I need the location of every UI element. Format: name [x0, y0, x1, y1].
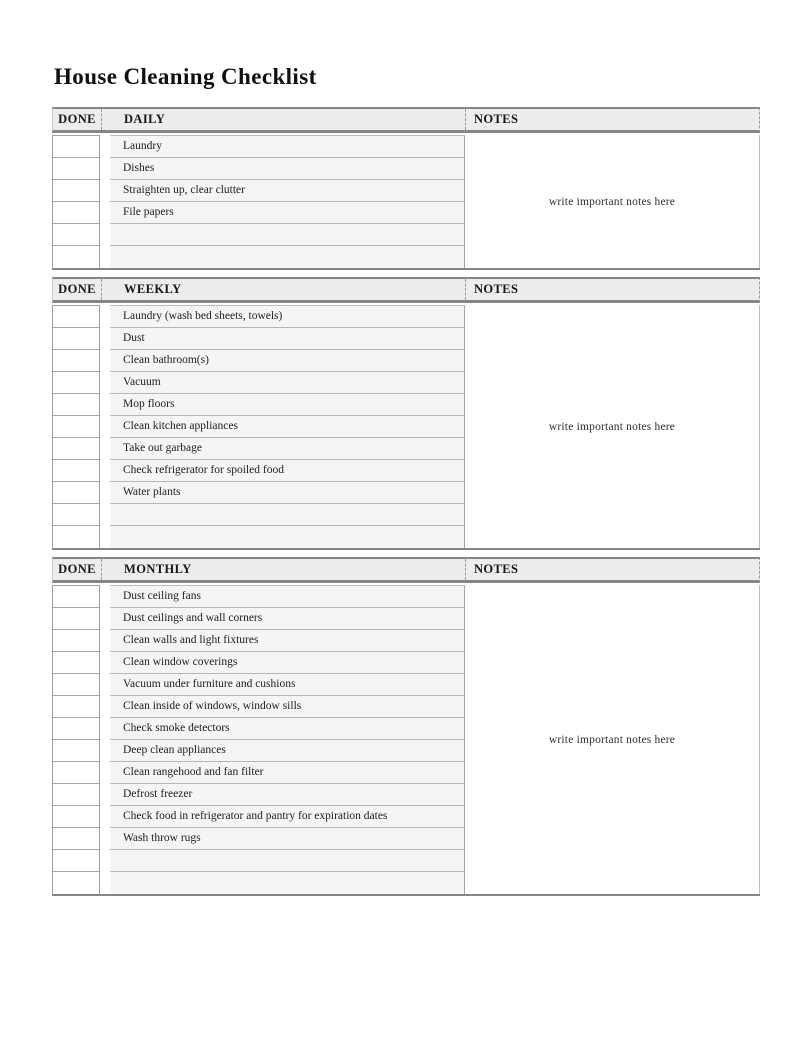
empty-task-cell[interactable] — [110, 872, 464, 894]
page-title: House Cleaning Checklist — [54, 64, 317, 89]
section-daily — [52, 107, 760, 270]
task-cell: Check food in refrigerator and pantry for expiration dates — [110, 806, 464, 828]
column-gap — [100, 585, 110, 894]
done-column-header: DONE — [58, 562, 96, 576]
notes-placeholder: write important notes here — [548, 733, 676, 746]
section-title: WEEKLY — [101, 279, 465, 300]
task-column — [110, 585, 465, 894]
done-checkbox-cell[interactable] — [53, 136, 99, 158]
task-cell: Deep clean appliances — [110, 740, 464, 762]
done-column — [52, 135, 100, 268]
done-checkbox-cell[interactable] — [53, 504, 99, 526]
task-cell: Clean rangehood and fan filter — [110, 762, 464, 784]
done-checkbox-cell[interactable] — [53, 784, 99, 806]
done-checkbox-cell[interactable] — [53, 526, 99, 548]
section-title: MONTHLY — [101, 559, 465, 580]
task-cell: Laundry — [110, 136, 464, 158]
task-cell: File papers — [110, 202, 464, 224]
done-column — [52, 305, 100, 548]
task-cell: Check refrigerator for spoiled food — [110, 460, 464, 482]
notes-placeholder: write important notes here — [548, 420, 676, 433]
empty-task-cell[interactable] — [110, 850, 464, 872]
notes-column-header: NOTES — [465, 109, 759, 130]
task-cell: Dust ceilings and wall corners — [110, 608, 464, 630]
notes-column-header: NOTES — [465, 559, 759, 580]
column-gap — [100, 305, 110, 548]
section-body — [52, 135, 760, 270]
task-cell: Vacuum under furniture and cushions — [110, 674, 464, 696]
empty-task-cell[interactable] — [110, 224, 464, 246]
notes-placeholder: write important notes here — [548, 195, 676, 208]
column-gap — [100, 135, 110, 268]
task-cell: Take out garbage — [110, 438, 464, 460]
done-checkbox-cell[interactable] — [53, 224, 99, 246]
done-checkbox-cell[interactable] — [53, 202, 99, 224]
task-cell: Clean bathroom(s) — [110, 350, 464, 372]
section-monthly — [52, 557, 760, 896]
section-body — [52, 585, 760, 896]
done-checkbox-cell[interactable] — [53, 828, 99, 850]
notes-cell[interactable] — [465, 305, 760, 548]
checklist-sections — [52, 107, 760, 896]
empty-task-cell[interactable] — [110, 246, 464, 268]
task-cell: Defrost freezer — [110, 784, 464, 806]
done-checkbox-cell[interactable] — [53, 652, 99, 674]
done-checkbox-cell[interactable] — [53, 180, 99, 202]
task-cell: Vacuum — [110, 372, 464, 394]
task-cell: Clean kitchen appliances — [110, 416, 464, 438]
done-checkbox-cell[interactable] — [53, 696, 99, 718]
done-checkbox-cell[interactable] — [53, 740, 99, 762]
done-checkbox-cell[interactable] — [53, 718, 99, 740]
done-checkbox-cell[interactable] — [53, 872, 99, 894]
section-header-row — [52, 277, 760, 303]
done-checkbox-cell[interactable] — [53, 806, 99, 828]
task-cell: Straighten up, clear clutter — [110, 180, 464, 202]
task-cell: Check smoke detectors — [110, 718, 464, 740]
task-column — [110, 305, 465, 548]
task-cell: Dust — [110, 328, 464, 350]
section-header-row — [52, 107, 760, 133]
done-checkbox-cell[interactable] — [53, 460, 99, 482]
empty-task-cell[interactable] — [110, 504, 464, 526]
notes-cell[interactable] — [465, 585, 760, 894]
done-checkbox-cell[interactable] — [53, 350, 99, 372]
done-checkbox-cell[interactable] — [53, 372, 99, 394]
done-checkbox-cell[interactable] — [53, 306, 99, 328]
done-checkbox-cell[interactable] — [53, 416, 99, 438]
done-column-header: DONE — [58, 112, 96, 126]
done-checkbox-cell[interactable] — [53, 674, 99, 696]
done-checkbox-cell[interactable] — [53, 762, 99, 784]
task-cell: Clean inside of windows, window sills — [110, 696, 464, 718]
section-header-row — [52, 557, 760, 583]
done-checkbox-cell[interactable] — [53, 482, 99, 504]
task-cell: Clean window coverings — [110, 652, 464, 674]
done-column — [52, 585, 100, 894]
done-checkbox-cell[interactable] — [53, 850, 99, 872]
done-checkbox-cell[interactable] — [53, 438, 99, 460]
task-cell: Dust ceiling fans — [110, 586, 464, 608]
task-cell: Water plants — [110, 482, 464, 504]
task-cell: Wash throw rugs — [110, 828, 464, 850]
done-checkbox-cell[interactable] — [53, 158, 99, 180]
section-weekly — [52, 277, 760, 550]
task-cell: Laundry (wash bed sheets, towels) — [110, 306, 464, 328]
task-column — [110, 135, 465, 268]
task-cell: Clean walls and light fixtures — [110, 630, 464, 652]
done-column-header: DONE — [58, 282, 96, 296]
section-body — [52, 305, 760, 550]
section-title: DAILY — [101, 109, 465, 130]
done-checkbox-cell[interactable] — [53, 328, 99, 350]
task-cell: Mop floors — [110, 394, 464, 416]
done-checkbox-cell[interactable] — [53, 246, 99, 268]
done-checkbox-cell[interactable] — [53, 608, 99, 630]
notes-cell[interactable] — [465, 135, 760, 268]
notes-column-header: NOTES — [465, 279, 759, 300]
done-checkbox-cell[interactable] — [53, 394, 99, 416]
task-cell: Dishes — [110, 158, 464, 180]
done-checkbox-cell[interactable] — [53, 630, 99, 652]
empty-task-cell[interactable] — [110, 526, 464, 548]
done-checkbox-cell[interactable] — [53, 586, 99, 608]
